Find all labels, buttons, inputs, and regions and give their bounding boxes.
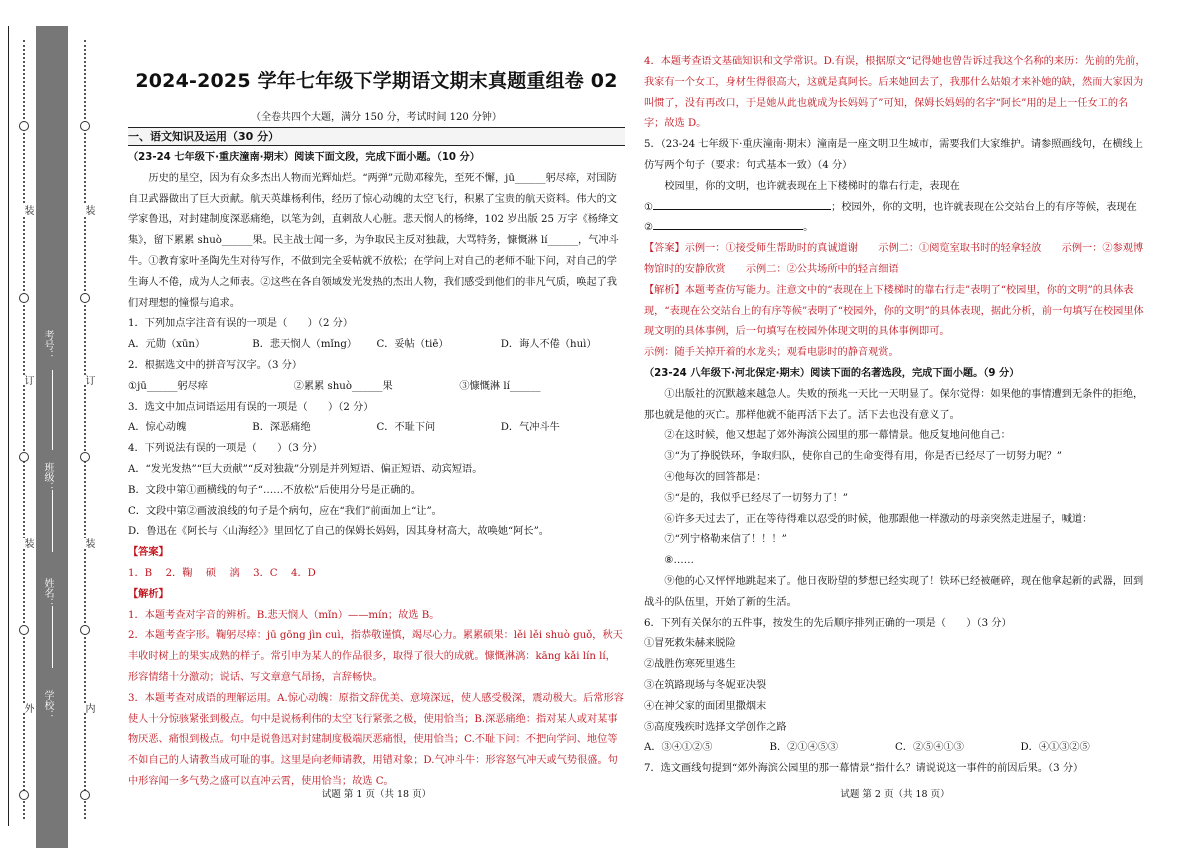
school-label: 学校： bbox=[42, 690, 53, 720]
binding-ring-icon bbox=[80, 121, 90, 131]
binding-ring-icon bbox=[19, 452, 29, 462]
margin-label-bind: 订 bbox=[22, 375, 33, 385]
option-a: A．③④①②⑤ bbox=[644, 742, 713, 754]
analysis-label: 【解析】 bbox=[128, 588, 169, 600]
event-item: ①冒死救朱赫来脱险 bbox=[644, 638, 736, 650]
question-4: 4．下列说法有误的一项是（ ）（3 分） bbox=[128, 443, 323, 455]
binding-ring-icon bbox=[19, 625, 29, 635]
name-line bbox=[52, 606, 53, 668]
option-a: A．元勋（xūn） bbox=[128, 339, 206, 351]
passage-paragraph: ⑥许多天过去了，正在等待得难以忍受的时候，他那跟他一样激动的母亲突然走进屋子，喊道： bbox=[664, 513, 1093, 525]
option-d: D．气冲斗牛 bbox=[500, 422, 560, 434]
question-source: （23-24 七年级下·重庆潼南·期末）阅读下面文段，完成下面小题。（10 分） bbox=[128, 152, 480, 163]
passage-paragraph: ⑦“列宁格勒来信了！！！” bbox=[664, 534, 787, 546]
event-item: ④在神父家的面团里撒烟末 bbox=[644, 700, 767, 712]
question-7: 7．选文画线句提到“郊外海滨公园里的那一幕情景”指什么？请说说这一事件的前因后果。（3 分） bbox=[644, 763, 1084, 775]
question-source: （23-24 八年级下·河北保定·期末）阅读下面的名著选段，完成下面小题。（9 分） bbox=[644, 367, 1020, 379]
question-1-options bbox=[128, 335, 625, 356]
option-c: C．②⑤④①③ bbox=[895, 742, 964, 754]
option-d: D．④①③②⑤ bbox=[1020, 742, 1090, 754]
question-5-text: 校园里，你的文明，也许就表现在上下楼梯时的靠右行走，表现在 bbox=[664, 180, 960, 192]
binding-margin bbox=[0, 0, 118, 849]
margin-label-seal: 装 bbox=[22, 205, 33, 215]
passage-paragraph: ④他每次的回答都是： bbox=[664, 471, 767, 483]
reading-passage: 历史的星空，因为有众多杰出人物而光辉灿烂。“两弹”元勋邓稼先，至死不懈，jū______躬尽瘁，对国防自卫武器做出了巨大贡献。航天英雄杨利伟，经历了惊心动魄的太空飞行，积累了宝贵的航天资料。伟大的文学家鲁迅，对封建制度深恶痛绝，以笔为剑，直刺敌人心脏。悲天悯人的杨绛，102 岁出版 25 万字《杨绛文集》，留下累累 shuò______果。民主战士闻一多，为争取民主反对独裁，大骂特务，慷慨淋 lí______，气冲斗牛。①教育家叶圣陶先生对待写作，不做到完全妥帖就不放松；在学问上对自己的老师不耻下问，对自己的学生诲人不倦，成为人之师表。②这些在各自领域发光发热的杰出人物，我们感受到他们的非凡气质，唤起了我们对理想的憧憬与追求。 bbox=[128, 172, 619, 309]
class-label: 班级： bbox=[42, 462, 53, 492]
binding-ring-icon bbox=[80, 790, 90, 800]
passage-paragraph: ①出版社的沉默越来越急人。失败的预兆一天比一天明显了。保尔觉得：如果他的事情遭到无条件的拒绝，那也就是他的灭亡。那样他就不能再活下去了。活下去也没有意义了。 bbox=[644, 388, 1144, 421]
left-body bbox=[128, 148, 625, 793]
margin-label-seal: 装 bbox=[22, 538, 33, 548]
pinyin-item: ③慷慨淋 lí______ bbox=[459, 380, 541, 392]
passage-paragraph: ②在这时候，他又想起了郊外海滨公园里的那一幕情景。他反复地问他自己： bbox=[664, 430, 1011, 442]
blank-number: ① bbox=[644, 201, 654, 213]
exam-number-label: 考号： bbox=[42, 330, 53, 360]
question-3: 3．选文中加点词语运用有误的一项是（ ）（2 分） bbox=[128, 401, 374, 413]
option-b: B．②①④⑤③ bbox=[769, 742, 839, 754]
answer-text: 【答案】示例一：①接受师生帮助时的真诚道谢 示例二：①阅览室取书时的轻拿轻放 示例一：②参观博物馆时的安静欣赏 示例二：②公共场所中的轻言细语 bbox=[644, 243, 1144, 275]
right-body bbox=[644, 52, 1146, 780]
question-6: 6．下列有关保尔的五件事，按发生的先后顺序排列正确的一项是（ ）（3 分） bbox=[644, 617, 1012, 629]
binding-ring-icon bbox=[80, 625, 90, 635]
analysis-text: 【解析】本题考查仿写能力。注意文中的“表现在上下楼梯时的靠右行走”表明了“校园里，你的文明”的具体表现，“表现在公交站台上的有序等候”表明了“校园外，你的文明”的具体表现，据此分析，前一句填写在校园里体现文明的具体事例，后一句填写在校园外体现文明的具体事例即可。 bbox=[644, 284, 1144, 338]
question-2-items bbox=[128, 377, 625, 398]
option-c: C．文段中第②画波浪线的句子是个病句，应在“我们”前面加上“让”。 bbox=[128, 505, 442, 517]
event-item: ③在筑路现场与冬妮亚决裂 bbox=[644, 679, 767, 691]
analysis-item: 2．本题考查字形。鞠躬尽瘁：jū gōng jìn cuì，指恭敬谨慎，竭尽心力。累累硕果：lěi lěi shuò guǒ，秋天丰收时树上的果实成熟的样子。常引申为某人的作品很多，取得了很大的成就。慷慨淋漓：kāng kǎi lín lí，形容情绪十分激动；说话、写文章意气昂扬，言辞畅快。 bbox=[128, 630, 623, 683]
binding-ring-icon bbox=[19, 293, 29, 303]
answer-line: 1．B 2．鞠 硕 漓 3．C 4．D bbox=[128, 567, 316, 579]
option-d: D．诲人不倦（huì） bbox=[500, 339, 597, 351]
answer-blank[interactable] bbox=[653, 229, 803, 230]
option-c: C．妥帖（tiē） bbox=[376, 339, 449, 351]
margin-label-inner: 内 bbox=[83, 703, 94, 713]
question-5-blank-line bbox=[644, 198, 1146, 219]
exam-number-line bbox=[52, 370, 53, 450]
passage-paragraph: ⑨他的心又怦怦地跳起来了。他日夜盼望的梦想已经实现了！铁环已经被砸碎，现在他拿起新的武器，回到战斗的队伍里，开始了新的生活。 bbox=[644, 575, 1144, 608]
exam-title: 2024-2025 学年七年级下学期语文期末真题重组卷 02 bbox=[135, 70, 618, 92]
option-a: A．“发光发热”“巨大贡献”“反对独裁”分别是并列短语、偏正短语、动宾短语。 bbox=[128, 463, 483, 475]
binding-ring-icon bbox=[80, 293, 90, 303]
binding-ring-icon bbox=[19, 121, 29, 131]
option-b: B．文段中第①画横线的句子“……不放松”后使用分号是正确的。 bbox=[128, 484, 421, 496]
name-label: 姓名： bbox=[42, 578, 53, 608]
page-footer: 试题 第 1 页（共 18 页） bbox=[321, 789, 432, 800]
answer-label: 【答案】 bbox=[128, 547, 169, 559]
section-heading: 一、语文知识及运用（30 分） bbox=[128, 127, 625, 146]
pinyin-item: ①jū______躬尽瘁 bbox=[128, 380, 208, 392]
question-5-text: ；校园外，你的文明，也许就表现在公交站台上的有序等候，表现在 bbox=[831, 201, 1137, 213]
binding-ring-icon bbox=[80, 452, 90, 462]
class-line bbox=[52, 490, 53, 552]
passage-paragraph: ⑤“是的，我似乎已经尽了一切努力了！” bbox=[664, 492, 848, 504]
question-6-options bbox=[644, 738, 1146, 759]
blank-number: ② bbox=[644, 222, 654, 234]
option-d: D．鲁迅在《阿长与〈山海经〉》里回忆了自己的保姆长妈妈，因其身材高大，故唤她“阿长”。 bbox=[128, 526, 549, 538]
analysis-item: 4．本题考查语文基础知识和文学常识。D.有误，根据原文“记得她也曾告诉过我这个名称的来历：先前的先前，我家有一个女工，身材生得很高大，这就是真阿长。后来她回去了，我那什么姑娘才来补她的缺，然而大家因为叫惯了，没有再改口，于是她从此也就成为长妈妈了”可知，保姆长妈妈的名字“阿长”用的是上一任女工的名字；故选 D。 bbox=[644, 56, 1146, 130]
question-1: 1．下列加点字注音有误的一项是（ ）（2 分） bbox=[128, 318, 354, 330]
exam-subtitle: （全卷共四个大题，满分 150 分，考试时间 120 分钟） bbox=[251, 112, 502, 123]
option-b: B．悲天悯人（mǐng） bbox=[252, 339, 358, 351]
question-5-blank-line: ② 。 bbox=[644, 222, 814, 234]
analysis-item: 1．本题考查对字音的辨析。B.悲天悯人（mǐn）——mín；故选 B。 bbox=[128, 609, 440, 621]
passage-paragraph: ③“为了挣脱铁环，争取归队，使你自己的生命变得有用，你是否已经尽了一切努力呢？” bbox=[664, 451, 1062, 463]
pinyin-item: ②累累 shuò______果 bbox=[293, 380, 393, 392]
margin-label-bind: 订 bbox=[83, 375, 94, 385]
margin-label-seal: 装 bbox=[83, 205, 94, 215]
binding-ring-icon bbox=[19, 790, 29, 800]
question-5: 5．（23-24 七年级下·重庆潼南·期末）潼南是一座文明卫生城市，需要我们大家维护。请参照画线句，在横线上仿写两个句子（要求：句式基本一致）（4 分） bbox=[644, 139, 1143, 171]
answer-example: 示例：随手关掉开着的水龙头；观看电影时的静音观赏。 bbox=[644, 347, 899, 359]
margin-label-seal: 装 bbox=[83, 538, 94, 548]
answer-blank[interactable] bbox=[653, 209, 831, 210]
event-item: ⑤高度残疾时选择文学创作之路 bbox=[644, 721, 787, 733]
event-item: ②战胜伤寒死里逃生 bbox=[644, 659, 736, 671]
margin-label-outer: 外 bbox=[22, 703, 33, 713]
option-b: B．深恶痛绝 bbox=[252, 422, 311, 434]
page-footer: 试题 第 2 页（共 18 页） bbox=[840, 789, 950, 800]
analysis-item: 3．本题考查对成语的理解运用。A.惊心动魄：原指文辞优美、意境深远，使人感受极深，震动极大。后常形容使人十分惊骇紧张到极点。句中是说杨利伟的太空飞行紧张之极，使用恰当；B.深恶痛绝：指对某人或对某事物厌恶、痛恨到极点。句中是说鲁迅对封建制度极端厌恶痛恨，使用恰当；C.不耻下问：不把向学问、地位等不如自己的人请教当成可耻的事。这里是向老师请教，用错对象；D.气冲斗牛：形容怒气冲天或气势很盛。句中形容闻一多气势之盛可以直冲云霄，使用恰当；故选 C。 bbox=[128, 692, 624, 787]
question-3-options bbox=[128, 418, 625, 439]
option-a: A．惊心动魄 bbox=[128, 422, 187, 434]
passage-paragraph: ⑧…… bbox=[664, 555, 694, 567]
option-c: C．不耻下问 bbox=[376, 422, 436, 434]
question-2: 2．根据选文中的拼音写汉字。（3 分） bbox=[128, 359, 303, 371]
